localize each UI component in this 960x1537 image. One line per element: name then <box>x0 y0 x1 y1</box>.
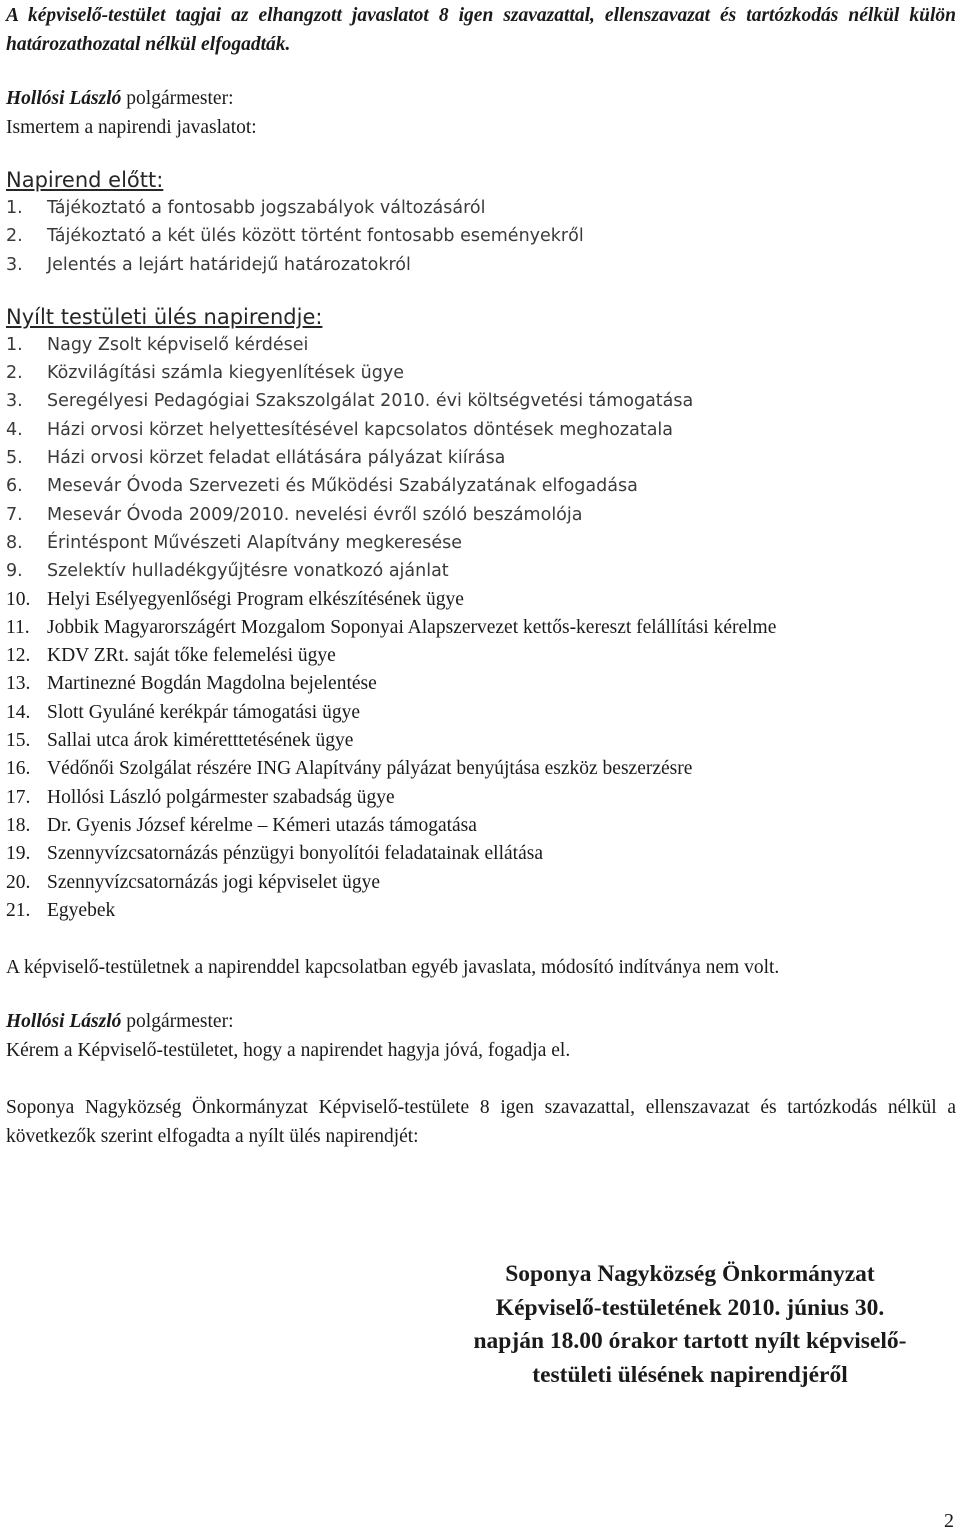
list-item: 2. Közvilágítási számla kiegyenlítések ügye <box>6 363 404 384</box>
list-item: 7. Mesevár Óvoda 2009/2010. nevelési évről szóló beszámolója <box>6 504 583 525</box>
speaker-role-1: polgármester: <box>121 88 234 109</box>
before-agenda-list <box>6 194 956 279</box>
title-line: napján 18.00 órakor tartott nyílt képviselő- <box>473 1328 907 1354</box>
list-item: 1. Tájékoztató a fontosabb jogszabályok változásáról <box>6 198 486 218</box>
speaker-line-1 <box>6 85 956 114</box>
list-item: 3. Seregélyesi Pedagógiai Szakszolgálat 2010. évi költségvetési támogatása <box>6 391 694 412</box>
resolution-paragraph: Soponya Nagyközség Önkormányzat Képviselő-testülete 8 igen szavazattal, ellenszavazat és tartózkodás nélkül a következők szerint elfogadta a nyílt ülés napirendjét: <box>6 1097 956 1148</box>
intro-paragraph: A képviselő-testület tagjai az elhangzott javaslatot 8 igen szavazattal, ellenszavazat és tartózkodás nélkül külön határozathozatal nélkül elfogadták. <box>6 5 956 55</box>
list-item: 3. Jelentés a lejárt határidejű határozatokról <box>6 254 411 275</box>
list-item: 4. Házi orvosi körzet helyettesítésével kapcsolatos döntések meghozatala <box>6 419 674 440</box>
list-item: 6. Mesevár Óvoda Szervezeti és Működési Szabályzatának elfogadása <box>6 476 638 497</box>
list-item: 19. Szennyvízcsatornázás pénzügyi bonyolítói feladatainak ellátása <box>6 843 543 865</box>
speaker-statement-2: Kérem a Képviselő-testületet, hogy a napirendet hagyja jóvá, fogadja el. <box>6 1039 571 1061</box>
list-item: 8. Érintéspont Művészeti Alapítvány megkeresése <box>6 532 462 553</box>
speaker-role-2: polgármester: <box>121 1011 234 1033</box>
page-content <box>6 0 956 1151</box>
list-item: 1. Nagy Zsolt képviselő kérdései <box>6 334 309 355</box>
open-agenda-list <box>6 331 956 925</box>
list-item: 16. Védőnői Szolgálat részére ING Alapítvány pályázat benyújtása eszköz beszerzésre <box>6 758 693 780</box>
list-item: 20. Szennyvízcsatornázás jogi képviselet ügye <box>6 871 381 893</box>
page-number: 2 <box>944 1510 954 1532</box>
list-item: 10. Helyi Esélyegyenlőségi Program elkészítésének ügye <box>6 588 464 610</box>
title-line: testületi ülésének napirendjéről <box>532 1361 848 1388</box>
title-line: Soponya Nagyközség Önkormányzat <box>505 1261 875 1287</box>
document-title <box>420 1258 960 1392</box>
list-item: 9. Szelektív hulladékgyűjtésre vonatkozó ajánlat <box>6 561 449 582</box>
list-item: 13. Martinezné Bogdán Magdolna bejelentése <box>6 673 377 695</box>
speaker-line-2 <box>6 1008 956 1037</box>
list-item: 11. Jobbik Magyarországért Mozgalom Soponyai Alapszervezet kettős-kereszt felállítási kérelme <box>6 616 777 638</box>
title-line: Képviselő-testületének 2010. június 30. <box>495 1294 885 1321</box>
list-item: 15. Sallai utca árok kiméretttetésének ügye <box>6 730 354 752</box>
list-item: 14. Slott Gyuláné kerékpár támogatási ügye <box>6 701 360 723</box>
list-item: 2. Tájékoztató a két ülés között történt fontosabb eseményekről <box>6 226 584 247</box>
no-proposal-paragraph: A képviselő-testületnek a napirenddel kapcsolatban egyéb javaslata, módosító indítványa nem volt. <box>6 957 780 979</box>
heading-open-agenda: Nyílt testületi ülés napirendje: <box>6 304 323 329</box>
list-item: 5. Házi orvosi körzet feladat ellátására pályázat kiírása <box>6 448 506 469</box>
speaker-name-1: Hollósi László <box>6 88 122 109</box>
list-item: 12. KDV ZRt. saját tőke felemelési ügye <box>6 645 336 667</box>
list-item: 21. Egyebek <box>6 899 116 921</box>
list-item: 18. Dr. Gyenis József kérelme – Kémeri utazás támogatása <box>6 814 477 836</box>
speaker-name-2: Hollósi László <box>6 1011 122 1033</box>
list-item: 17. Hollósi László polgármester szabadság ügye <box>6 786 395 808</box>
speaker-statement-1: Ismertem a napirendi javaslatot: <box>6 116 257 138</box>
heading-before-agenda: Napirend előtt: <box>6 168 164 192</box>
